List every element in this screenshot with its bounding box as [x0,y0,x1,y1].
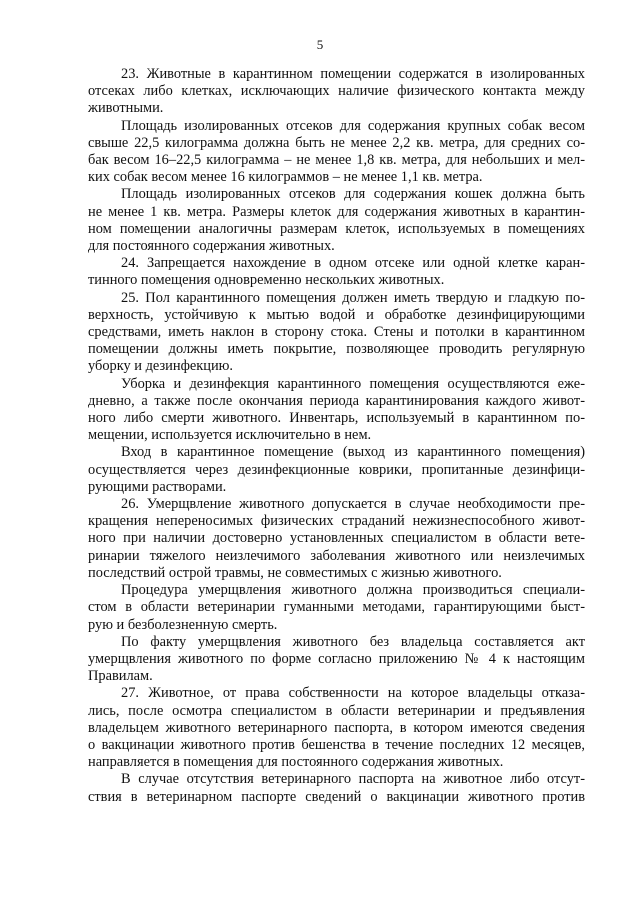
text-line: 24. Запрещается нахождение в одном отсеке или одной клетке каран- [121,255,585,272]
text-line: бак весом 16–22,5 килограмма – не менее 1,8 кв. метра, для небольших и мел- [88,152,585,169]
paragraph-euthanasia-act [88,634,585,686]
text-line: По факту умерщвления животного без владельца составляется акт [121,633,585,650]
text-line: Уборка и дезинфекция карантинного помещения осуществляются еже- [121,375,585,392]
text-line: свыше 22,5 килограмма должна быть не менее 2,2 кв. метра, для средних со- [88,134,585,151]
text-line: лись, после осмотра специалистом в области ветеринарии и предъявления [88,702,585,719]
paragraph-cat-enclosure-area [88,186,585,255]
text-line: животными. [88,100,164,117]
text-line: Вход в карантинное помещение (выход из карантинного помещения) [121,444,585,461]
text-line: дневно, а также после окончания периода карантинирования каждого живот- [88,392,585,409]
text-line: В случае отсутствия ветеринарного паспорта на животное либо отсут- [121,771,585,788]
paragraph-24 [88,255,585,289]
text-line: рующими растворами. [88,478,227,495]
text-line: тинного помещения одновременно нескольких животных. [88,272,445,289]
text-line: ного при наличии достоверно установленных специалистом в области вете- [88,530,585,547]
text-line: не менее 1 кв. метра. Размеры клеток для содержания животных в карантин- [88,203,585,220]
text-line: верхность, устойчивую к мытью водой и обработке дезинфицирующими [88,306,585,323]
paragraph-euthanasia-procedure [88,582,585,634]
paragraph-cleaning [88,376,585,445]
text-line: Площадь изолированных отсеков для содержания кошек должна быть [121,186,585,203]
paragraph-entrance [88,444,585,496]
text-line: для постоянного содержания животных. [88,238,335,255]
paragraph-27 [88,685,585,771]
text-line: Правилам. [88,668,153,685]
page-number: 5 [316,37,324,52]
text-line: направляется в помещения для постоянного содержания животных. [88,754,504,771]
text-line: последствий острой травмы, не совместимых с жизнью животного. [88,564,502,581]
text-line: 26. Умерщвление животного допускается в случае необходимости пре- [121,496,585,513]
paragraph-23 [88,66,585,118]
paragraph-25 [88,290,585,376]
document-body [88,66,585,806]
text-line: средствами, иметь наклон в сторону стока. Стены и потолки в карантинном [88,324,585,341]
text-line: ких собак весом менее 16 килограммов – не менее 1,1 кв. метра. [88,169,483,186]
text-line: умерщвления животного по форме согласно приложению № 4 к настоящим [88,650,585,667]
text-line: Площадь изолированных отсеков для содержания крупных собак весом [121,117,585,134]
text-line: 23. Животные в карантинном помещении содержатся в изолированных [121,66,585,82]
text-line: ном помещении аналогичны размерам клеток, используемых в помещениях [88,220,585,237]
text-line: мещении, используется исключительно в нем. [88,427,372,444]
text-line: помещении должны иметь покрытие, позволяющее проводить регулярную [88,341,585,358]
text-line: ного либо смерти животного. Инвентарь, используемый в карантинном по- [88,410,585,427]
text-line: уборку и дезинфекцию. [88,358,234,375]
paragraph-dog-enclosure-area [88,118,585,187]
text-line: Процедура умерщвления животного должна производиться специали- [121,582,585,599]
paragraph-no-passport [88,771,585,805]
text-line: рую и безболезненную смерть. [88,616,278,633]
text-line: 25. Пол карантинного помещения должен иметь твердую и гладкую по- [121,289,585,306]
text-line: владельцем животного ветеринарного паспорта, в котором имеются сведения [88,719,585,736]
text-line: 27. Животное, от права собственности на которое владельцы отказа- [121,685,585,702]
text-line: стом в области ветеринарии гуманными методами, гарантирующими быст- [88,599,585,616]
text-line: отсеках либо клетках, исключающих наличие физического контакта между [88,83,585,100]
text-line: о вакцинации животного против бешенства в течение последних 12 месяцев, [88,736,585,753]
text-line: ринарии тяжелого неизлечимого заболевания животного или неизлечимых [88,547,585,564]
text-line: ствия в ветеринарном паспорте сведений о вакцинации животного против [88,788,585,805]
paragraph-26 [88,496,585,582]
text-line: осуществляется через дезинфекционные коврики, пропитанные дезинфици- [88,461,585,478]
text-line: кращения непереносимых физических страданий нежизнеспособного живот- [88,513,585,530]
